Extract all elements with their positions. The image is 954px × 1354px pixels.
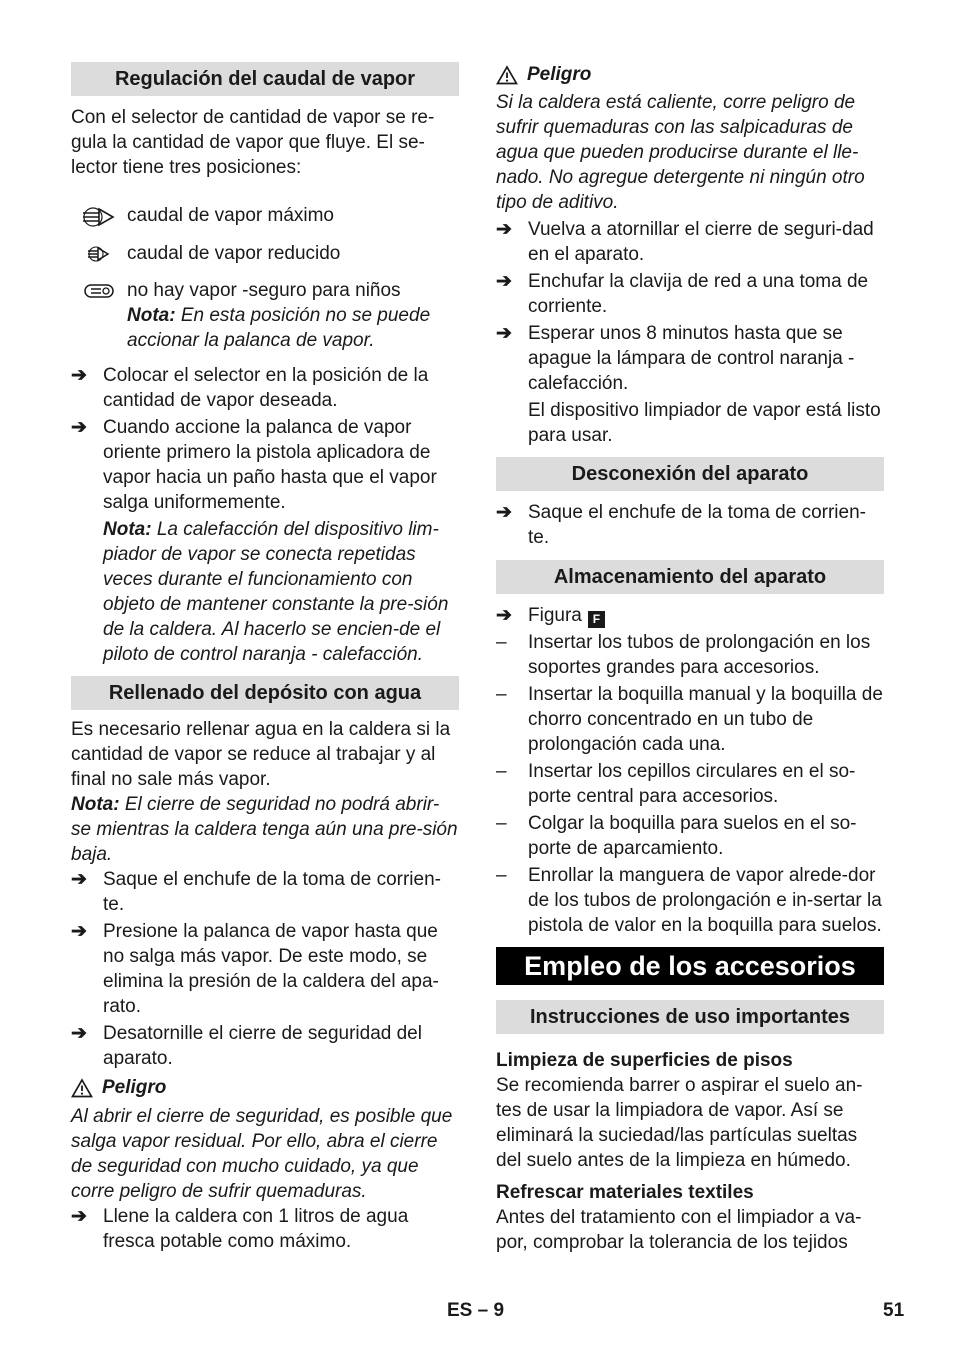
arrow-icon: ➔ xyxy=(71,365,87,386)
note-text: El cierre de seguridad no podrá abrir-se mientras la caldera tenga aún una pre-sión baja. xyxy=(71,794,458,865)
instruction-step xyxy=(496,217,884,267)
paragraph-refill-intro: Es necesario rellenar agua en la caldera si la cantidad de vapor se reduce al trabajar y al final no sale más vapor. xyxy=(71,719,451,790)
section-heading-storage: Almacenamiento del aparato xyxy=(496,560,884,594)
danger-heading xyxy=(496,62,884,87)
chapter-heading: Empleo de los accesorios xyxy=(496,947,884,985)
note-text: En esta posición no se puede accionar la palanca de vapor. xyxy=(127,305,431,351)
note-label: Nota: xyxy=(127,305,176,326)
refill-note xyxy=(71,792,459,867)
steam-max-icon xyxy=(71,203,127,229)
instruction-text: Desatornille el cierre de seguridad del aparato. xyxy=(103,1023,422,1069)
position-off-label: no hay vapor -seguro para niños xyxy=(127,280,401,301)
section-heading-disconnect: Desconexión del aparato xyxy=(496,457,884,491)
steam-off-lock-icon xyxy=(71,278,127,353)
arrow-icon: ➔ xyxy=(496,323,512,344)
note-label: Nota: xyxy=(71,794,120,815)
footer-section-page: ES – 9 xyxy=(447,1300,505,1321)
arrow-icon: ➔ xyxy=(71,869,87,890)
section-heading-refill: Rellenado del depósito con agua xyxy=(71,676,459,710)
danger-label: Peligro xyxy=(527,64,592,85)
arrow-icon: ➔ xyxy=(496,219,512,240)
danger-text: Al abrir el cierre de seguridad, es posible que salga vapor residual. Por ello, abra el cierre de seguridad con mucho cuidado, ya que corre peligro de sufrir quemaduras. xyxy=(71,1106,453,1202)
steam-reduced-icon xyxy=(71,241,127,266)
footer-page-number: 51 xyxy=(883,1300,905,1321)
instruction-text: Llene la caldera con 1 litros de agua fresca potable como máximo. xyxy=(103,1206,409,1252)
section-heading-important-instructions: Instrucciones de uso importantes xyxy=(496,1000,884,1034)
instruction-text: Saque el enchufe de la toma de corrien-te. xyxy=(103,869,441,915)
dash-bullet: – xyxy=(496,865,507,886)
paragraph-textiles: Antes del tratamiento con el limpiador a va-por, comprobar la tolerancia de los tejidos xyxy=(496,1207,862,1253)
subheading-floor-cleaning: Limpieza de superficies de pisos xyxy=(496,1050,793,1071)
list-item xyxy=(496,759,884,809)
danger-label: Peligro xyxy=(102,1077,167,1098)
arrow-icon: ➔ xyxy=(71,1206,87,1227)
instruction-text: Cuando accione la palanca de vapor oriente primero la pistola aplicadora de vapor hacia un paño hasta que el vapor salga uniformemente. xyxy=(103,417,437,513)
arrow-icon: ➔ xyxy=(496,271,512,292)
list-item xyxy=(496,811,884,861)
arrow-icon: ➔ xyxy=(71,921,87,942)
list-item-text: Colgar la boquilla para suelos en el so-porte de aparcamiento. xyxy=(528,813,857,859)
warning-triangle-icon xyxy=(496,65,518,85)
position-off xyxy=(71,278,459,353)
paragraph-selector-intro: Con el selector de cantidad de vapor se re-gula la cantidad de vapor que fluye. El se-lector tiene tres posiciones: xyxy=(71,107,435,178)
dash-bullet: – xyxy=(496,684,507,705)
list-item-text: Insertar los cepillos circulares en el so-porte central para accesorios. xyxy=(528,761,856,807)
position-off-note xyxy=(127,303,459,353)
figure-reference xyxy=(496,603,884,628)
section-heading-steam-regulation: Regulación del caudal de vapor xyxy=(71,62,459,96)
instruction-step xyxy=(71,1204,459,1254)
arrow-icon: ➔ xyxy=(71,1023,87,1044)
note-label: Nota: xyxy=(103,519,152,540)
list-item-text: Enrollar la manguera de vapor alrede-dor de los tubos de prolongación e in-sertar la pistola de valor en la boquilla para suelos. xyxy=(528,865,882,936)
instruction-text: Vuelva a atornillar el cierre de seguri-dad en el aparato. xyxy=(528,219,874,265)
figure-reference-text xyxy=(528,603,884,628)
list-item-text: Insertar los tubos de prolongación en los soportes grandes para accesorios. xyxy=(528,632,871,678)
subheading-textiles: Refrescar materiales textiles xyxy=(496,1182,754,1203)
heating-note xyxy=(103,517,459,667)
list-item-text: Insertar la boquilla manual y la boquilla de chorro concentrado en un tubo de prolongación cada una. xyxy=(528,684,883,755)
instruction-result: El dispositivo limpiador de vapor está listo para usar. xyxy=(528,400,881,446)
right-column xyxy=(496,62,884,1255)
list-item xyxy=(496,630,884,680)
instruction-step xyxy=(71,919,459,1019)
note-text: La calefacción del dispositivo lim-piador de vapor se conecta repetidas veces durante el funcionamiento con objeto de mantener constante la pre-sión de la caldera. Al hacerlo se encien-de el piloto de control naranja - calefacción. xyxy=(103,519,449,665)
instruction-step xyxy=(71,415,459,667)
position-reduced-label: caudal de vapor reducido xyxy=(127,243,341,264)
instruction-step xyxy=(496,500,884,550)
list-item xyxy=(496,863,884,938)
arrow-icon: ➔ xyxy=(71,417,87,438)
instruction-text: Enchufar la clavija de red a una toma de corriente. xyxy=(528,271,869,317)
instruction-text: Saque el enchufe de la toma de corrien-te. xyxy=(528,502,866,548)
figure-label: Figura xyxy=(528,605,582,626)
position-max-label: caudal de vapor máximo xyxy=(127,205,334,226)
left-column xyxy=(71,62,459,1254)
instruction-step xyxy=(496,269,884,319)
warning-triangle-icon xyxy=(71,1078,93,1098)
dash-bullet: – xyxy=(496,632,507,653)
instruction-step xyxy=(71,867,459,917)
dash-bullet: – xyxy=(496,813,507,834)
instruction-text: Presione la palanca de vapor hasta que no salga más vapor. De este modo, se elimina la presión de la caldera del apa-rato. xyxy=(103,921,439,1017)
instruction-step xyxy=(71,363,459,413)
list-item xyxy=(496,682,884,757)
danger-text: Si la caldera está caliente, corre peligro de sufrir quemaduras con las salpicaduras de agua que pueden producirse durante el lle-nado. No agregue detergente ni ningún otro tipo de aditivo. xyxy=(496,92,865,213)
danger-heading xyxy=(71,1075,459,1100)
arrow-icon: ➔ xyxy=(496,605,512,626)
arrow-icon: ➔ xyxy=(496,502,512,523)
instruction-step xyxy=(71,1021,459,1071)
instruction-text: Colocar el selector en la posición de la cantidad de vapor deseada. xyxy=(103,365,429,411)
storage-list xyxy=(496,630,884,938)
paragraph-floor-cleaning: Se recomienda barrer o aspirar el suelo an-tes de usar la limpiadora de vapor. Así se eliminará la suciedad/las partículas sueltas del suelo antes de la limpieza en húmedo. xyxy=(496,1075,863,1171)
figure-letter-badge: F xyxy=(588,611,605,628)
instruction-step xyxy=(496,321,884,448)
position-reduced xyxy=(71,241,459,266)
position-max xyxy=(71,203,459,229)
instruction-text: Esperar unos 8 minutos hasta que se apague la lámpara de control naranja - calefacción. xyxy=(528,323,855,394)
dash-bullet: – xyxy=(496,761,507,782)
